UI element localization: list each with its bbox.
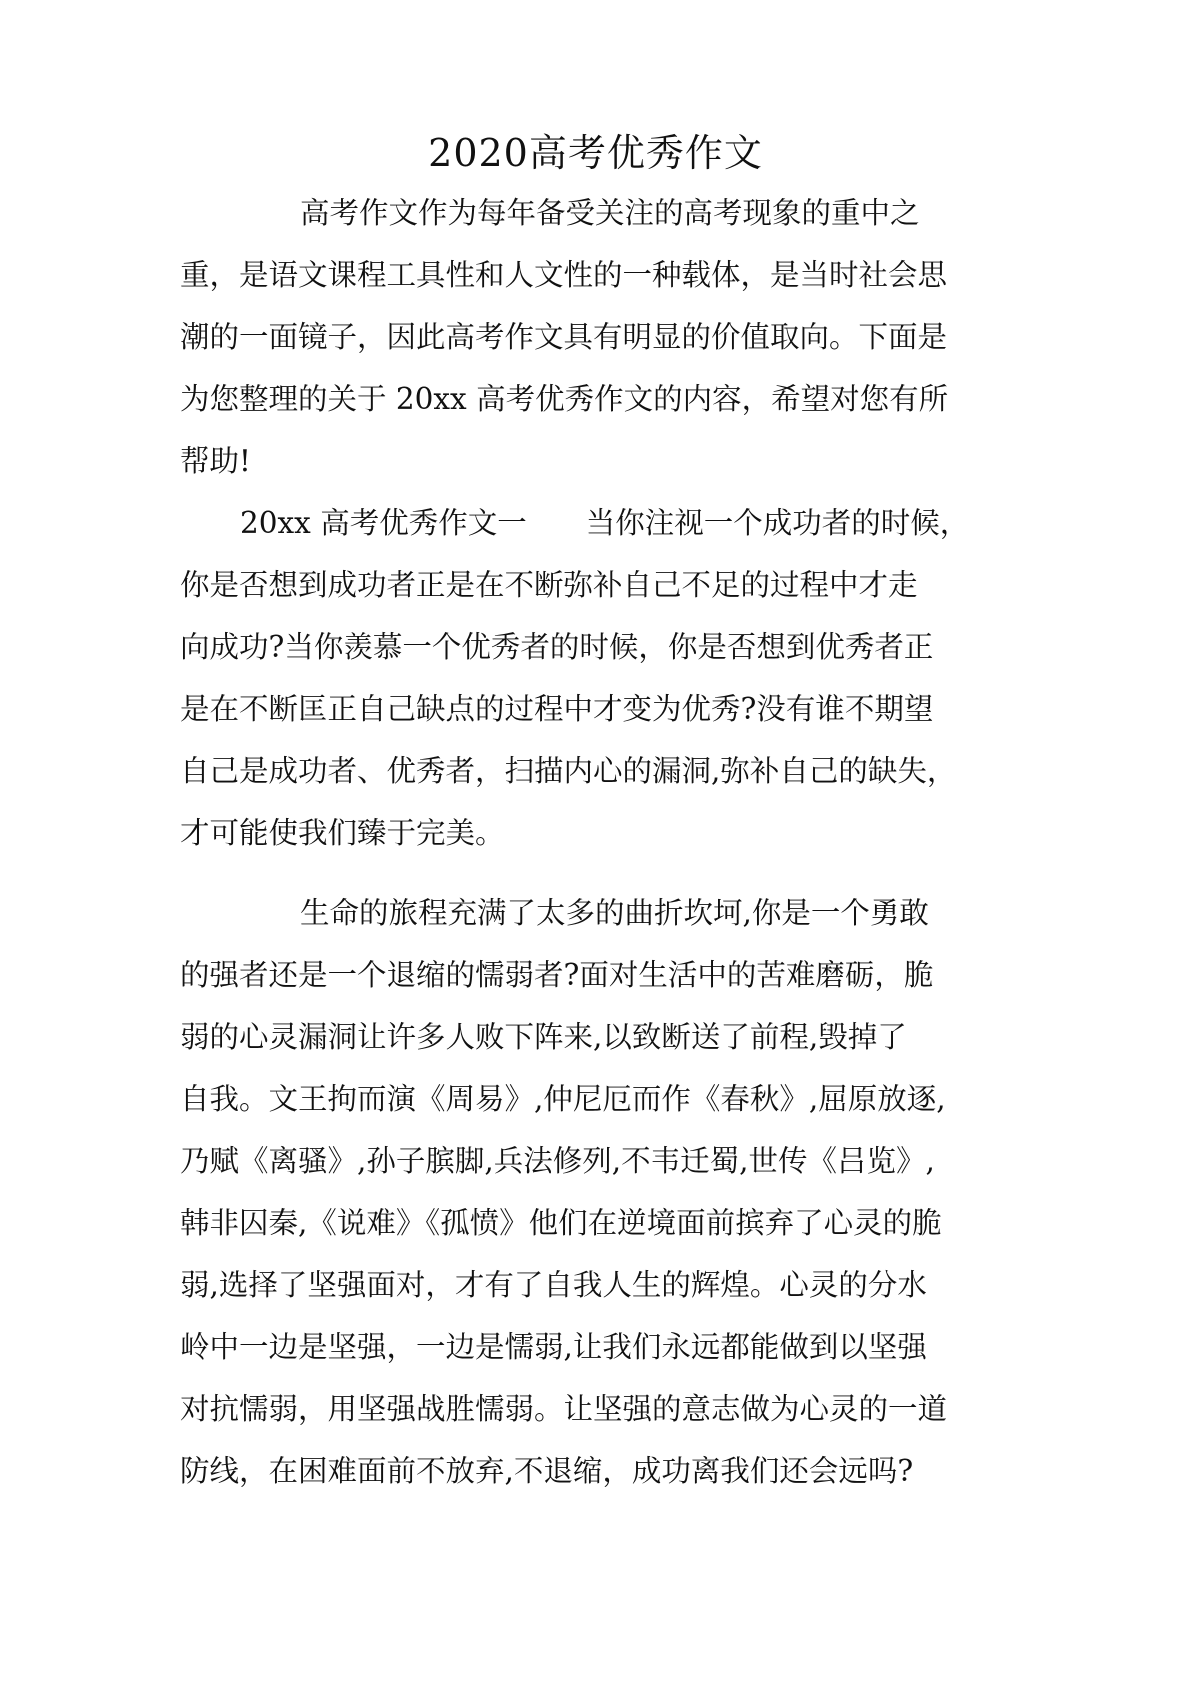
text-line: 潮的一面镜子，因此高考作文具有明显的价值取向。下面是: [180, 320, 948, 354]
text-line: 才可能使我们臻于完美。: [180, 816, 505, 850]
text-line: 弱的心灵漏洞让许多人败下阵来,以致断送了前程,毁掉了: [180, 1020, 907, 1054]
page-title: 2020高考优秀作文: [428, 131, 763, 175]
text-line: 弱,选择了坚强面对，才有了自我人生的辉煌。心灵的分水: [180, 1268, 927, 1302]
text-line: 生命的旅程充满了太多的曲折坎坷,你是一个勇敢: [300, 896, 929, 930]
text-line: 自我。文王拘而演《周易》,仲尼厄而作《春秋》,屈原放逐,: [180, 1082, 946, 1116]
text-line: 乃赋《离骚》,孙子膑脚,兵法修列,不韦迁蜀,世传《吕览》,: [180, 1144, 935, 1178]
text-line: 为您整理的关于 20xx 高考优秀作文的内容，希望对您有所: [180, 382, 949, 416]
text-line: 岭中一边是坚强，一边是懦弱,让我们永远都能做到以坚强: [180, 1330, 927, 1364]
text-line: 韩非囚秦,《说难》《孤愤》他们在逆境面前摈弃了心灵的脆: [180, 1206, 942, 1240]
text-line: 向成功?当你羡慕一个优秀者的时候，你是否想到优秀者正: [180, 630, 934, 664]
text-line: 重，是语文课程工具性和人文性的一种载体，是当时社会思: [180, 258, 948, 292]
text-line: 高考作文作为每年备受关注的高考现象的重中之: [300, 196, 920, 230]
text-line: 对抗懦弱，用坚强战胜懦弱。让坚强的意志做为心灵的一道: [180, 1392, 948, 1426]
text-line: 的强者还是一个退缩的懦弱者?面对生活中的苦难磨砺，脆: [180, 958, 934, 992]
text-line: 防线，在困难面前不放弃,不退缩，成功离我们还会远吗?: [180, 1454, 914, 1488]
text-line: 帮助!: [180, 444, 251, 478]
text-line: 自己是成功者、优秀者，扫描内心的漏洞,弥补自己的缺失，: [180, 754, 957, 788]
text-line: 是在不断匡正自己缺点的过程中才变为优秀?没有谁不期望: [180, 692, 934, 726]
text-line: 20xx 高考优秀作文一 当你注视一个成功者的时候，: [240, 506, 970, 540]
text-line: 你是否想到成功者正是在不断弥补自己不足的过程中才走: [180, 568, 918, 602]
